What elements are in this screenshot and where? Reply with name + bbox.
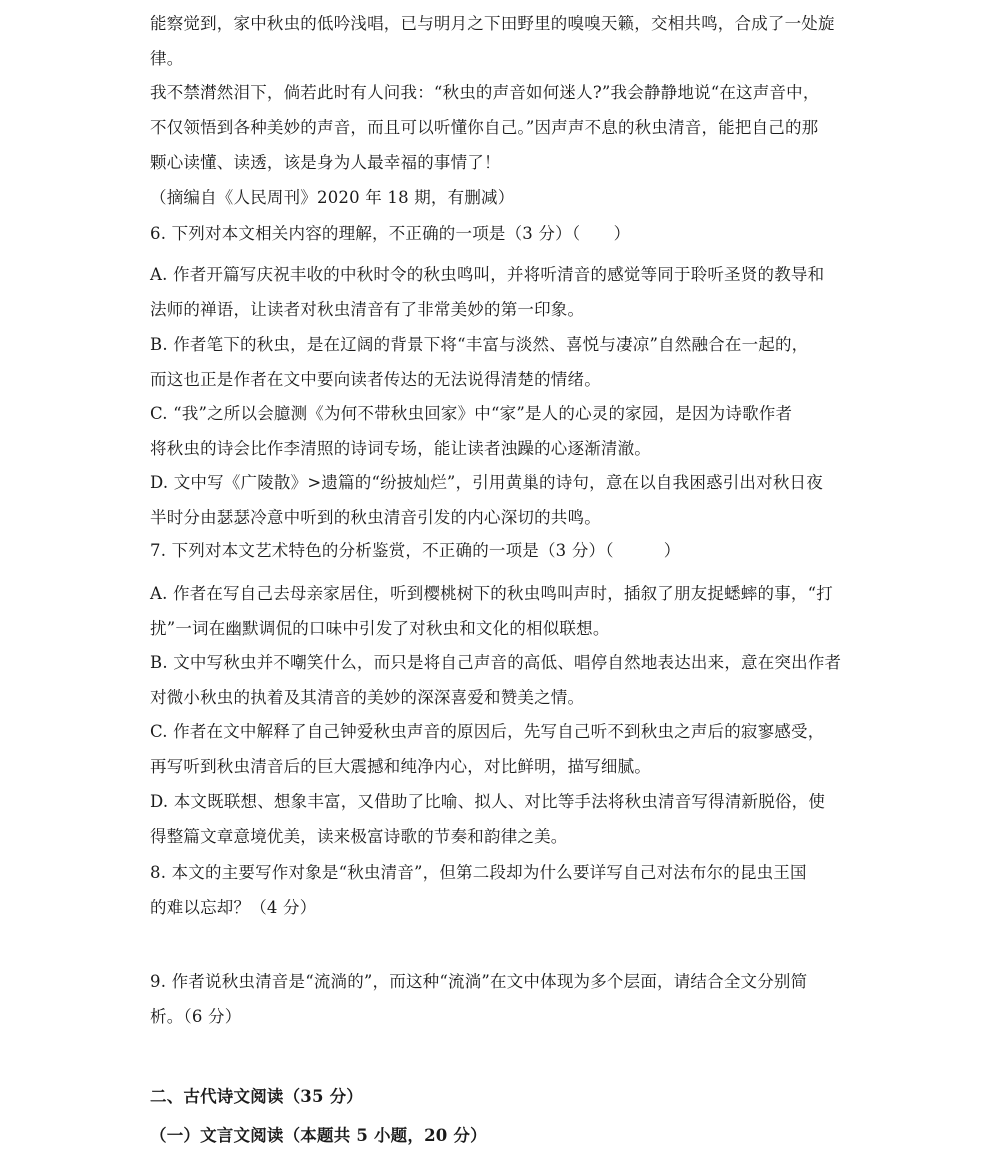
text-line: C. 作者在文中解释了自己钟爱秋虫声音的原因后，先写自己听不到秋虫之声后的寂寥感受， [150,722,825,741]
text-line: 再写听到秋虫清音后的巨大震撼和纯净内心，对比鲜明，描写细腻。 [150,757,651,776]
text-line: 不仅领悟到各种美妙的声音，而且可以听懂你自己。”因声声不息的秋虫清音，能把自己的那 [150,118,819,137]
section-heading [150,1079,855,1114]
subsection-heading [150,1118,855,1153]
question-7-option-d [150,784,855,854]
text-line: A. 作者开篇写庆祝丰收的中秋时令的秋虫鸣叫，并将听清音的感觉等同于聆听圣贤的教导和 [150,265,825,284]
question-9 [150,964,855,1034]
text-line: 将秋虫的诗会比作李清照的诗词专场，能让读者浊躁的心逐渐清澈。 [150,439,651,458]
question-7-option-b [150,645,855,715]
source-note [150,180,855,215]
text-line: 法师的禅语，让读者对秋虫清音有了非常美妙的第一印象。 [150,300,585,319]
text-line: 颗心读懂、读透，该是身为人最幸福的事情了！ [150,153,501,172]
question-6-option-d [150,465,855,535]
subsection-heading-text: （一）文言文阅读（本题共 5 小题，20 分） [150,1126,487,1145]
intro-paragraph [150,6,855,76]
question-text: 7. 下列对本文艺术特色的分析鉴赏，不正确的一项是（3 分）（ ） [150,541,681,560]
text-line: 9. 作者说秋虫清音是“流淌的”，而这种“流淌”在文中体现为多个层面，请结合全文分别简 [150,972,808,991]
text-line: 析。（6 分） [150,1007,242,1026]
text-line: 能察觉到，家中秋虫的低吟浅唱，已与明月之下田野里的嗅嗅天籁，交相共鸣，合成了一处旋 [150,14,835,33]
text-line: 而这也正是作者在文中要向读者传达的无法说得清楚的情绪。 [150,370,601,389]
text-line: D. 文中写《广陵散》>遗篇的“纷披灿烂”，引用黄巢的诗句，意在以自我困惑引出对秋日夜 [150,473,823,492]
text-line: 扰”一词在幽默调侃的口味中引发了对秋虫和文化的相似联想。 [150,619,610,638]
text-line: 得整篇文章意境优美，读来极富诗歌的节奏和韵律之美。 [150,827,568,846]
question-text: 6. 下列对本文相关内容的理解，不正确的一项是（3 分）（ ） [150,224,631,243]
question-7-option-a [150,576,855,646]
question-6-option-a [150,257,855,327]
text-line: B. 作者笔下的秋虫，是在辽阔的背景下将“丰富与淡然、喜悦与凄凉”自然融合在一起的， [150,335,809,354]
question-6-stem [150,216,855,251]
text-line: 的难以忘却？（4 分） [150,898,317,917]
text-line: 对微小秋虫的执着及其清音的美妙的深深喜爱和赞美之情。 [150,688,585,707]
text-line: C. “我”之所以会臆测《为何不带秋虫回家》中“家”是人的心灵的家园，是因为诗歌作者 [150,404,793,423]
section-heading-text: 二、古代诗文阅读（35 分） [150,1087,364,1106]
question-8 [150,855,855,925]
question-6-option-c [150,396,855,466]
source-note-text: （摘编自《人民周刊》2020 年 18 期，有删减） [150,188,515,207]
text-line: D. 本文既联想、想象丰富，又借助了比喻、拟人、对比等手法将秋虫清音写得清新脱俗，使 [150,792,826,811]
text-line: 我不禁潸然泪下，倘若此时有人问我：“秋虫的声音如何迷人?”我会静静地说“在这声音中， [150,83,820,102]
text-line: A. 作者在写自己去母亲家居住，听到樱桃树下的秋虫鸣叫声时，插叙了朋友捉蟋蟀的事，“打 [150,584,833,603]
question-6-option-b [150,327,855,397]
text-line: 8. 本文的主要写作对象是“秋虫清音”，但第二段却为什么要详写自己对法布尔的昆虫王国 [150,863,807,882]
text-line: B. 文中写秋虫并不嘲笑什么，而只是将自己声音的高低、唱停自然地表达出来，意在突出作者 [150,653,842,672]
text-line: 律。 [150,49,184,68]
question-7-option-c [150,714,855,784]
question-7-stem [150,533,855,568]
text-line: 半时分由瑟瑟冷意中听到的秋虫清音引发的内心深切的共鸣。 [150,508,601,527]
closing-paragraph [150,75,855,180]
